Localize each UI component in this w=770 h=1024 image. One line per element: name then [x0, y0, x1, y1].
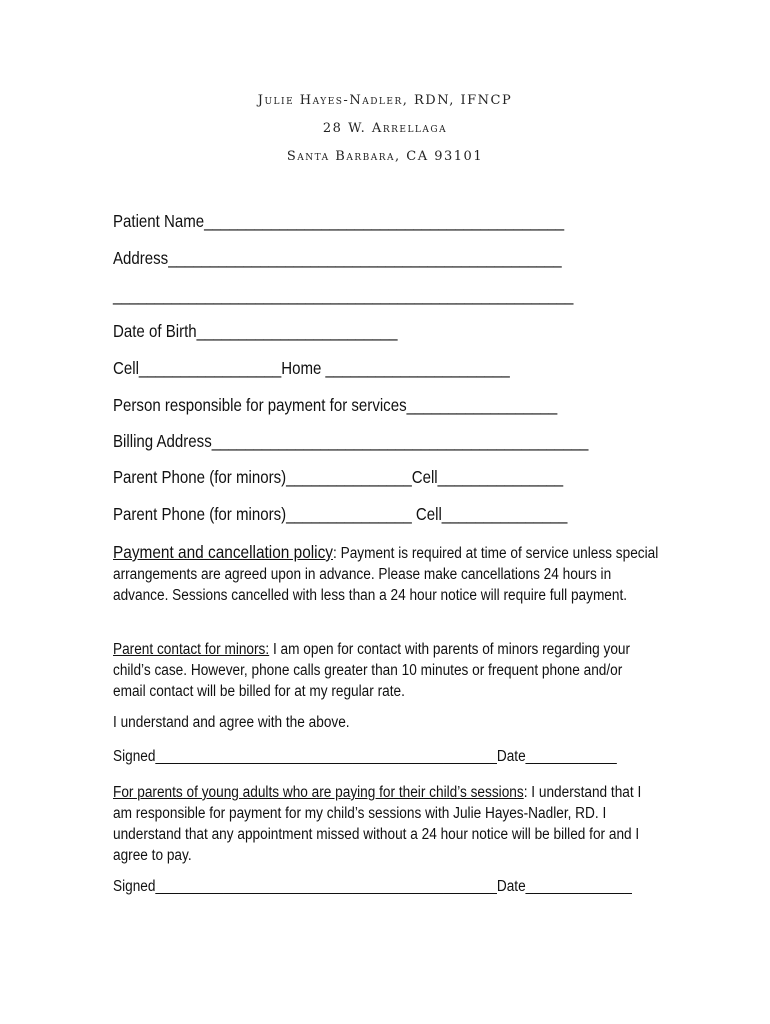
practitioner-street: 28 W. Arrellaga	[322, 121, 448, 136]
cell-home-phone-field[interactable]: Cell_________________Home ______________________	[113, 358, 510, 378]
parent-phone-field-2[interactable]: Parent Phone (for minors)_______________ Cell_______________	[113, 504, 568, 524]
payment-policy-paragraph	[113, 542, 659, 606]
parent-phone-field-1[interactable]: Parent Phone (for minors)_______________Cell_______________	[113, 467, 564, 487]
agreement-statement: I understand and agree with the above.	[113, 714, 350, 731]
address-line-2-field[interactable]: _______________________________________________________	[113, 285, 574, 305]
practitioner-city: Santa Barbara, CA 93101	[286, 149, 484, 164]
practitioner-name: Julie Hayes-Nadler, RDN, IFNCP	[257, 93, 513, 108]
person-responsible-field[interactable]: Person responsible for payment for services__________________	[113, 395, 558, 415]
parent-contact-text: I am open for contact with parents of minors regarding your child’s case. However, phone calls greater than 10 minutes or frequent phone and/or email contact will be billed for at my regular rate.	[113, 641, 631, 700]
parent-contact-paragraph	[113, 639, 659, 702]
signature-date-field-1[interactable]: Signed_____________________________________________Date____________	[113, 748, 617, 765]
young-adults-heading: For parents of young adults who are paying for their child’s sessions	[113, 784, 524, 801]
signature-date-field-2[interactable]: Signed_____________________________________________Date______________	[113, 878, 632, 895]
young-adults-paragraph	[113, 782, 659, 866]
date-of-birth-field[interactable]: Date of Birth________________________	[113, 321, 398, 341]
patient-name-field[interactable]: Patient Name___________________________________________	[113, 211, 565, 231]
parent-contact-heading: Parent contact for minors:	[113, 641, 270, 658]
payment-policy-text: : Payment is required at time of service unless special arrangements are agreed upon in advance. Please make cancellations 24 hours in advance. Sessions cancelled with less than a 24 hour notice will require full payment.	[113, 545, 659, 604]
payment-policy-heading: Payment and cancellation policy	[113, 542, 334, 562]
billing-address-field[interactable]: Billing Address_____________________________________________	[113, 431, 589, 451]
young-adults-text: : I understand that I am responsible for payment for my child’s sessions with Julie Hayes-Nadler, RD. I understand that any appointment missed without a 24 hour notice will be billed for and I agree to pay.	[113, 784, 642, 864]
address-field[interactable]: Address_______________________________________________	[113, 248, 562, 268]
